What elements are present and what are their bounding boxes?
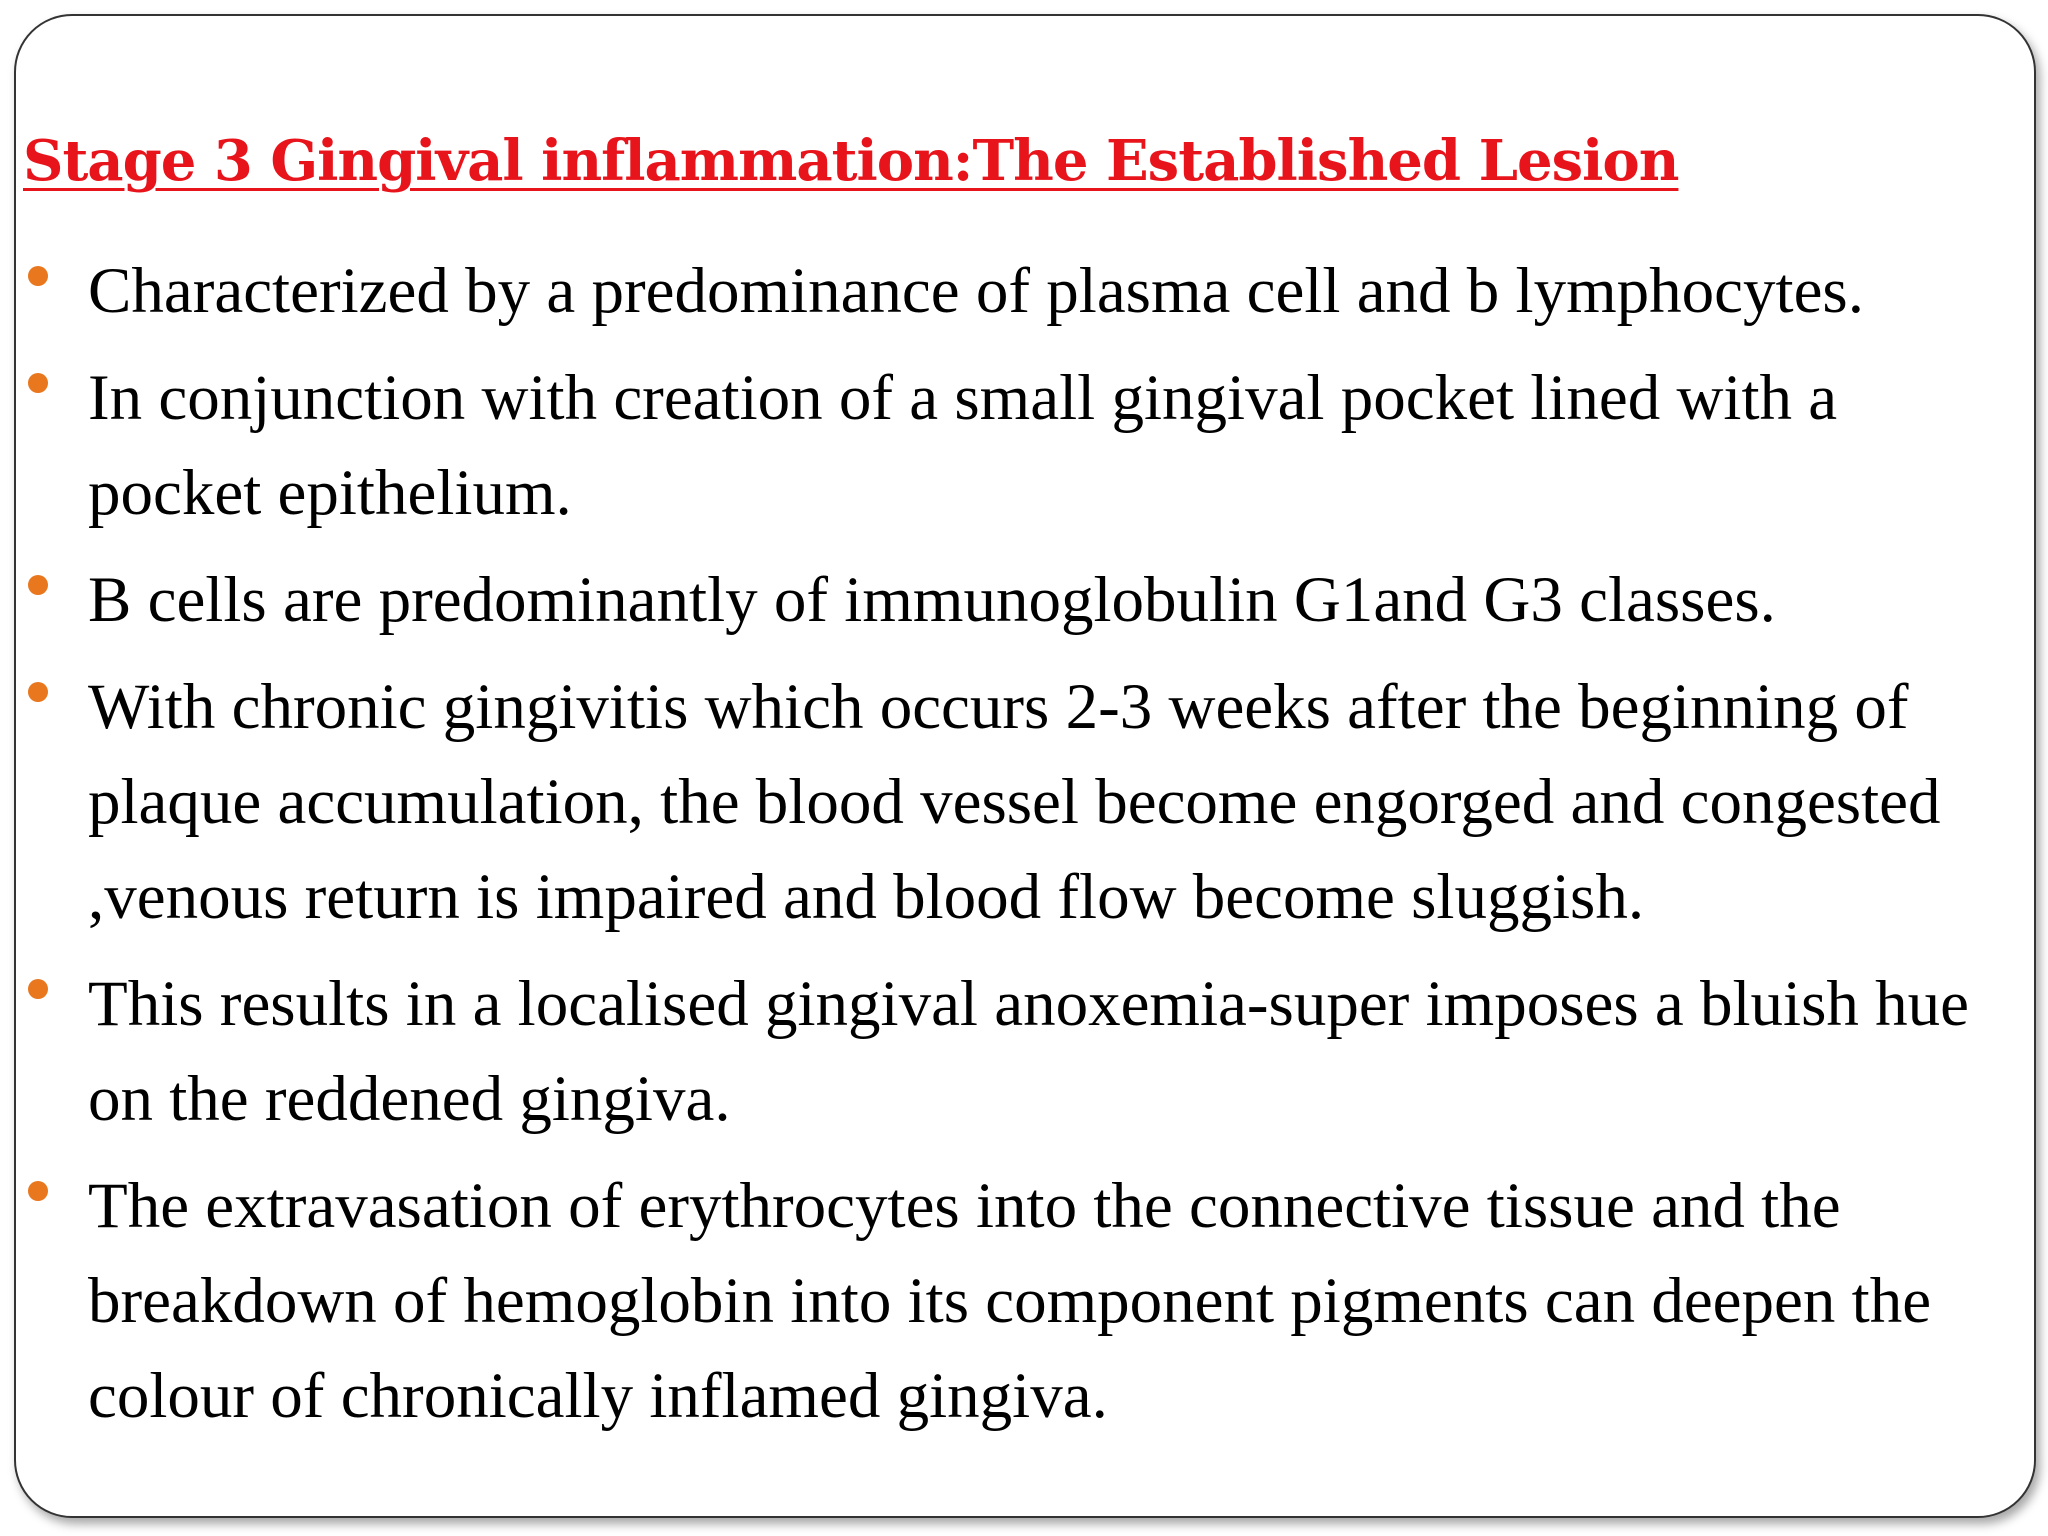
bullet-text: B cells are predominantly of immunoglobulin G1and G3 classes. bbox=[88, 564, 1776, 636]
bullet-dot-icon bbox=[28, 266, 48, 286]
bullet-item bbox=[16, 553, 2023, 648]
bullet-item bbox=[16, 244, 2023, 339]
bullet-item bbox=[16, 660, 2023, 945]
bullet-dot-icon bbox=[28, 575, 48, 595]
bullet-text: In conjunction with creation of a small gingival pocket lined with a pocket epithelium. bbox=[88, 362, 1838, 529]
bullet-list bbox=[16, 244, 2026, 1456]
bullet-dot-icon bbox=[28, 979, 48, 999]
bullet-text: This results in a localised gingival anoxemia-super imposes a bluish hue on the reddened gingiva. bbox=[88, 968, 1970, 1135]
bullet-text: With chronic gingivitis which occurs 2-3 weeks after the beginning of plaque accumulation, the blood vessel become engorged and congested ,venous return is impaired and blood flow become sluggish. bbox=[88, 671, 1941, 933]
bullet-dot-icon bbox=[28, 682, 48, 702]
slide-title: Stage 3 Gingival inflammation:The Established Lesion bbox=[23, 128, 1679, 194]
bullet-text: Characterized by a predominance of plasma cell and b lymphocytes. bbox=[88, 255, 1864, 327]
slide-frame bbox=[14, 14, 2036, 1518]
bullet-item bbox=[16, 957, 2023, 1147]
bullet-dot-icon bbox=[28, 1181, 48, 1201]
bullet-dot-icon bbox=[28, 373, 48, 393]
bullet-text: The extravasation of erythrocytes into the connective tissue and the breakdown of hemoglobin into its component pigments can deepen the colour of chronically inflamed gingiva. bbox=[88, 1170, 1932, 1432]
bullet-item bbox=[16, 1159, 2023, 1444]
bullet-item bbox=[16, 351, 2023, 541]
